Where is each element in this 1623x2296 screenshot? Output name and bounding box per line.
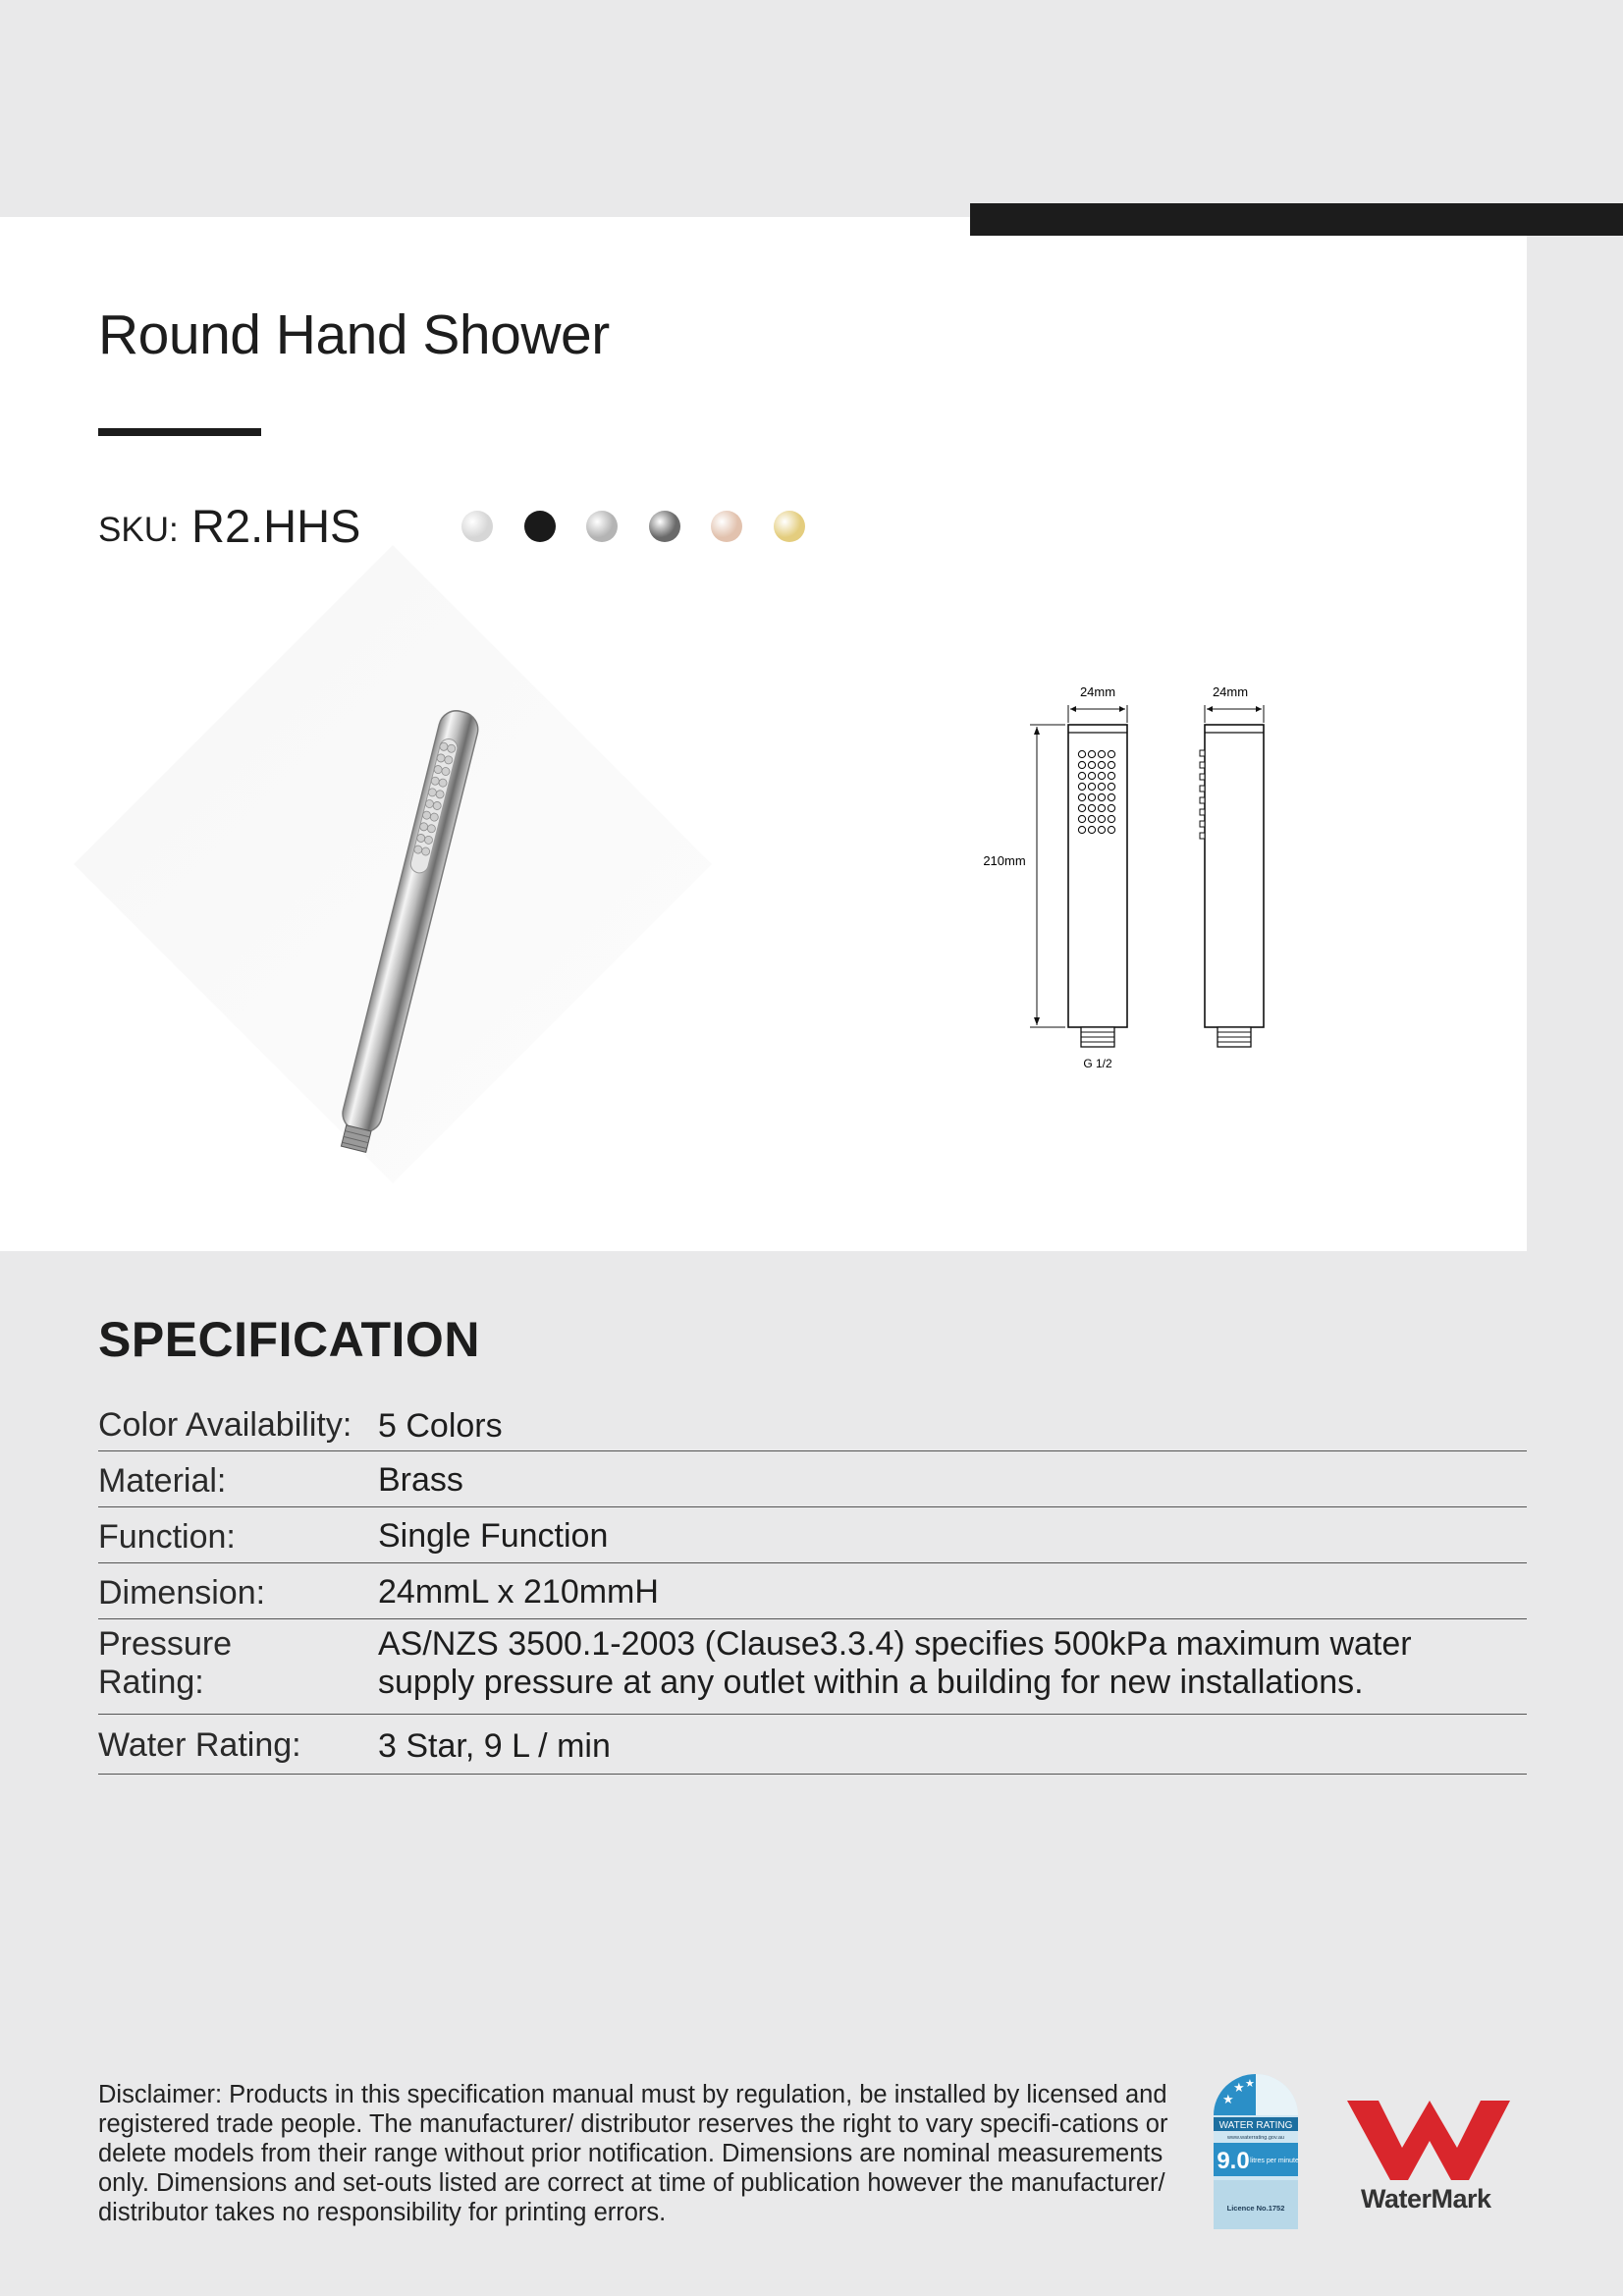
spec-row-pressure [98, 1619, 1527, 1715]
water-rating-badge [1210, 2074, 1302, 2229]
height-label: 210mm [983, 853, 1026, 868]
watermark-text: WaterMark [1361, 2184, 1491, 2214]
spec-label: Function: [98, 1518, 236, 1556]
swatch-brushed-nickel [586, 511, 618, 542]
spec-value: Single Function [378, 1517, 609, 1555]
spec-label: Color Availability: [98, 1406, 352, 1444]
specification-heading: SPECIFICATION [98, 1312, 480, 1367]
spec-value: 24mmL x 210mmH [378, 1573, 659, 1611]
badge-url: www.waterrating.gov.au [1227, 2135, 1284, 2141]
svg-text:★: ★ [1233, 2080, 1245, 2095]
badge-heading: WATER RATING [1218, 2120, 1293, 2131]
spec-value: 3 Star, 9 L / min [378, 1727, 611, 1765]
spec-value: 5 Colors [378, 1407, 503, 1445]
title-underline [98, 428, 261, 436]
sku-value: R2.HHS [191, 500, 361, 552]
product-photo [69, 540, 717, 1188]
spec-row-dimension [98, 1563, 1527, 1619]
svg-text:★: ★ [1245, 2078, 1255, 2090]
header-bar [970, 203, 1623, 236]
swatch-chrome [461, 511, 493, 542]
spec-label: Pressure Rating: [98, 1625, 233, 1701]
svg-text:★: ★ [1222, 2092, 1234, 2106]
spec-label: Dimension: [98, 1574, 266, 1612]
spec-label: Material: [98, 1462, 227, 1500]
badge-value: 9.0 [1217, 2148, 1250, 2174]
spec-value: AS/NZS 3500.1-2003 (Clause3.3.4) specifies 500kPa maximum water supply pressure at any outlet within a building for new installations. [378, 1625, 1412, 1701]
front-width-label: 24mm [1079, 684, 1116, 699]
spec-label: Water Rating: [98, 1726, 301, 1764]
spec-row-function [98, 1507, 1527, 1563]
thread-label: G 1/2 [1083, 1057, 1112, 1070]
spec-row-water-rating [98, 1715, 1527, 1775]
swatch-matte-black [524, 511, 556, 542]
side-width-label: 24mm [1212, 684, 1249, 699]
sku-label: SKU: [98, 511, 179, 549]
spec-row-color [98, 1404, 1527, 1451]
swatch-brushed-gold [774, 511, 805, 542]
spec-row-material [98, 1451, 1527, 1507]
spec-value: Brass [378, 1461, 463, 1499]
swatch-gunmetal [649, 511, 680, 542]
hand-shower-image [69, 540, 717, 1188]
product-title: Round Hand Shower [98, 303, 610, 366]
disclaimer: Disclaimer: Products in this specification manual must by regulation, be installed by licensed and registered trade people. The manufacturer/ distributor reserves the right to vary specifi-cations or delete models from their range without prior notification. Dimensions are nominal measurements only. Dimensions and set-outs listed are correct at time of publication however the manufacturer/ distributor takes no responsibility for printing errors. [98, 2081, 1168, 2226]
badge-unit: litres per minute [1250, 2158, 1299, 2164]
technical-drawing [967, 678, 1301, 1080]
badge-licence: Licence No.1752 [1226, 2204, 1285, 2213]
